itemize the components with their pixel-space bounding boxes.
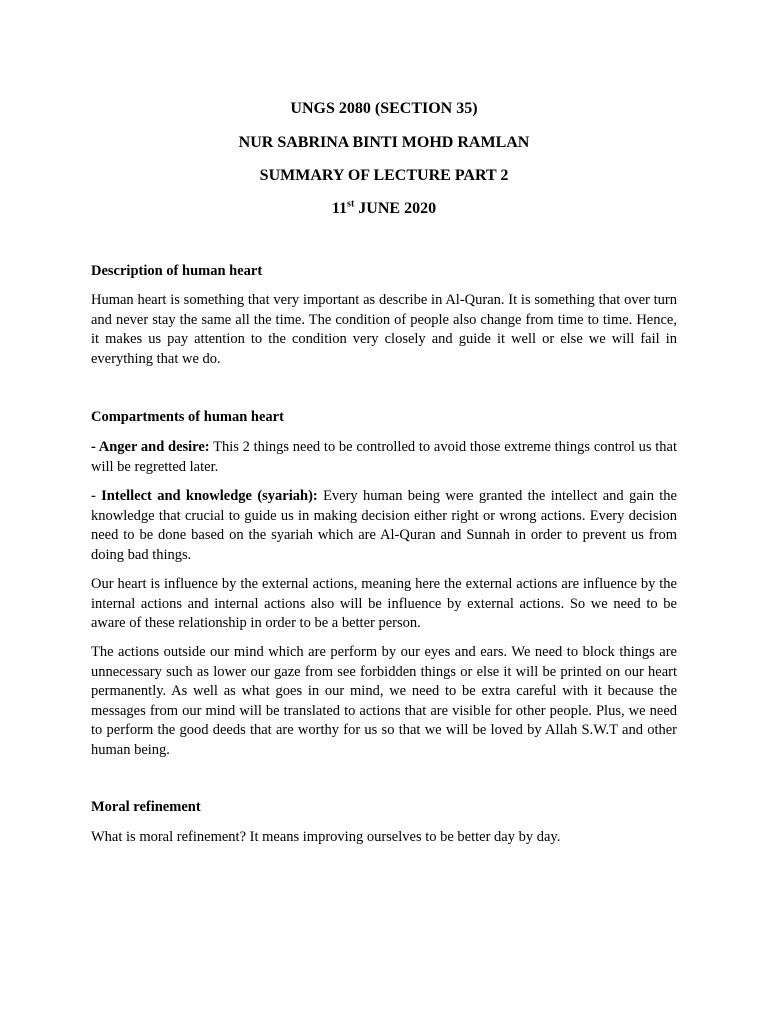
description-paragraph: Human heart is something that very important as describe in Al-Quran. It is something that over turn and never stay the same all the time. The condition of people also change from time to time. Hence, it makes us pay attention to the condition very closely and guide it well or else we will fail in everything that we do. [91,292,677,367]
date-rest: JUNE 2020 [354,200,437,217]
actions-paragraph: The actions outside our mind which are perform by our eyes and ears. We need to block things are unnecessary such as lower our gaze from see forbidden things or else it will be printed on our heart permanently. As well as what goes in our mind, we need to be extra careful with it because the messages from our mind will be translated to actions that are visible for other people. Plus, we need to perform the good deeds that are worthy for us so that we will be loved by Allah S.W.T and other human being. [91,644,677,758]
compartment-anger-desire [91,438,677,477]
anger-desire-text: This 2 things need to be controlled to avoid those extreme things control us that will be regretted later. [91,439,677,475]
anger-desire-label: - Anger and desire: [91,439,210,455]
section-heading-description: Description of human heart [91,263,263,279]
influence-paragraph: Our heart is influence by the external actions, meaning here the external actions are influence by the internal actions and internal actions also will be influence by external actions. So we need to be aware of these relationship in order to be a better person. [91,576,677,631]
section-heading-moral: Moral refinement [91,799,201,815]
intellect-knowledge-label: - Intellect and knowledge (syariah): [91,488,318,504]
moral-paragraph: What is moral refinement? It means improving ourselves to be better day by day. [91,829,561,845]
date-suffix: st [347,198,355,210]
document-date [91,199,677,219]
date-day: 11 [331,200,348,217]
document-subject: SUMMARY OF LECTURE PART 2 [259,167,509,184]
course-title: UNGS 2080 (SECTION 35) [290,100,478,117]
section-heading-compartments: Compartments of human heart [91,409,284,425]
compartment-intellect-knowledge [91,487,677,565]
student-name: NUR SABRINA BINTI MOHD RAMLAN [238,134,530,151]
intellect-knowledge-text: Every human being were granted the intellect and gain the knowledge that crucial to guide us in making decision either right or wrong actions. Every decision need to be done based on the syariah which are Al-Quran and Sunnah in order to prevent us from doing bad things. [91,488,677,563]
